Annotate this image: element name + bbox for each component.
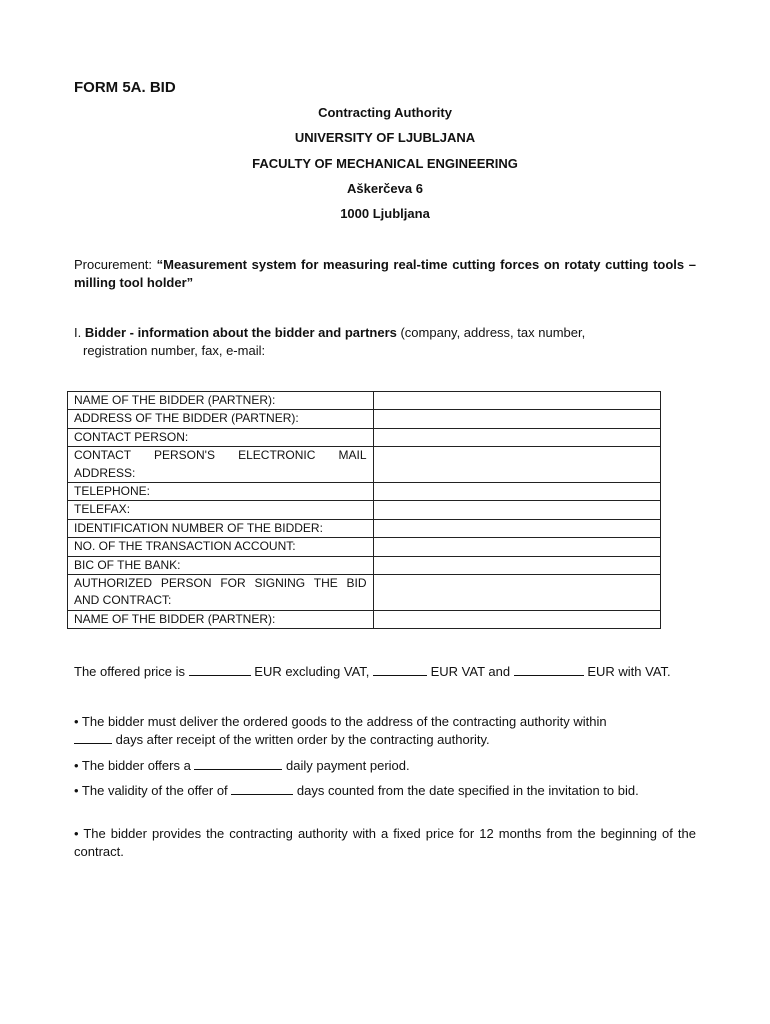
validity-text-1: • The validity of the offer of <box>74 783 232 798</box>
price-text-1: The offered price is <box>74 664 189 679</box>
field-label: AUTHORIZED PERSON FOR SIGNING THE BID AND CONTRACT: <box>68 575 374 611</box>
authority-heading: Contracting Authority <box>318 105 452 120</box>
section-number: I. <box>74 325 85 340</box>
table-row <box>68 410 661 428</box>
section-description: (company, address, tax number, <box>396 325 586 340</box>
field-label: NAME OF THE BIDDER (PARTNER): <box>68 610 374 628</box>
contracting-authority-block <box>0 104 770 230</box>
table-row <box>68 392 661 410</box>
validity-days-blank[interactable] <box>231 782 293 795</box>
form-title: FORM 5A. BID <box>74 79 176 96</box>
payment-days-blank[interactable] <box>194 757 282 770</box>
field-value-cell[interactable] <box>373 610 660 628</box>
procurement-paragraph <box>74 256 696 292</box>
field-label: TELEPHONE: <box>68 483 374 501</box>
field-value-cell[interactable] <box>373 483 660 501</box>
field-label: TELEFAX: <box>68 501 374 519</box>
price-with-vat-blank[interactable] <box>514 663 584 676</box>
field-label: IDENTIFICATION NUMBER OF THE BIDDER: <box>68 519 374 537</box>
table-row <box>68 483 661 501</box>
field-value-cell[interactable] <box>373 556 660 574</box>
table-row <box>68 501 661 519</box>
field-value-cell[interactable] <box>373 538 660 556</box>
delivery-text-1: • The bidder must deliver the ordered goods to the address of the contracting authority within <box>74 714 607 729</box>
field-label: ADDRESS OF THE BIDDER (PARTNER): <box>68 410 374 428</box>
field-label: NO. OF THE TRANSACTION ACCOUNT: <box>68 538 374 556</box>
field-value-cell[interactable] <box>373 519 660 537</box>
procurement-title: “Measurement system for measuring real-time cutting forces on rotaty cutting tools – milling tool holder” <box>74 257 696 290</box>
bidder-section-heading <box>74 324 696 360</box>
section-description-line2: registration number, fax, e-mail: <box>83 343 266 358</box>
field-label: NAME OF THE BIDDER (PARTNER): <box>68 392 374 410</box>
bidder-info-table <box>67 391 661 629</box>
table-row <box>68 556 661 574</box>
table-row <box>68 428 661 446</box>
fixed-price-condition: • The bidder provides the contracting authority with a fixed price for 12 months from the beginning of the contract. <box>74 826 696 859</box>
procurement-label: Procurement: <box>74 257 157 272</box>
field-value-cell[interactable] <box>373 501 660 519</box>
price-text-2: EUR excluding VAT, <box>250 664 374 679</box>
field-value-cell[interactable] <box>373 447 660 483</box>
payment-text-2: daily payment period. <box>282 758 410 773</box>
price-text-3: EUR VAT and <box>427 664 514 679</box>
offered-price-line <box>74 663 696 681</box>
table-row <box>68 447 661 483</box>
field-label: CONTACT PERSON: <box>68 428 374 446</box>
field-label: BIC OF THE BANK: <box>68 556 374 574</box>
field-value-cell[interactable] <box>373 410 660 428</box>
validity-text-2: days counted from the date specified in the invitation to bid. <box>293 783 639 798</box>
table-row <box>68 538 661 556</box>
validity-condition <box>74 782 696 800</box>
vat-amount-blank[interactable] <box>373 663 427 676</box>
table-row <box>68 575 661 611</box>
price-text-4: EUR with VAT. <box>583 664 671 679</box>
payment-condition <box>74 757 696 775</box>
field-label: CONTACT PERSON'S ELECTRONIC MAIL ADDRESS: <box>68 447 374 483</box>
section-title: Bidder - information about the bidder and partners <box>84 325 397 340</box>
field-value-cell[interactable] <box>373 575 660 611</box>
field-value-cell[interactable] <box>373 428 660 446</box>
authority-faculty: FACULTY OF MECHANICAL ENGINEERING <box>252 155 518 171</box>
payment-text-1: • The bidder offers a <box>74 758 195 773</box>
authority-university: UNIVERSITY OF LJUBLJANA <box>294 130 476 146</box>
delivery-text-2: days after receipt of the written order by the contracting authority. <box>112 732 490 747</box>
authority-street: Aškerčeva 6 <box>347 180 423 196</box>
table-row <box>68 610 661 628</box>
delivery-condition <box>74 713 696 749</box>
field-value-cell[interactable] <box>373 392 660 410</box>
delivery-days-blank[interactable] <box>74 731 112 744</box>
price-excl-vat-blank[interactable] <box>189 663 251 676</box>
authority-city: 1000 Ljubljana <box>340 206 430 222</box>
table-row <box>68 519 661 537</box>
